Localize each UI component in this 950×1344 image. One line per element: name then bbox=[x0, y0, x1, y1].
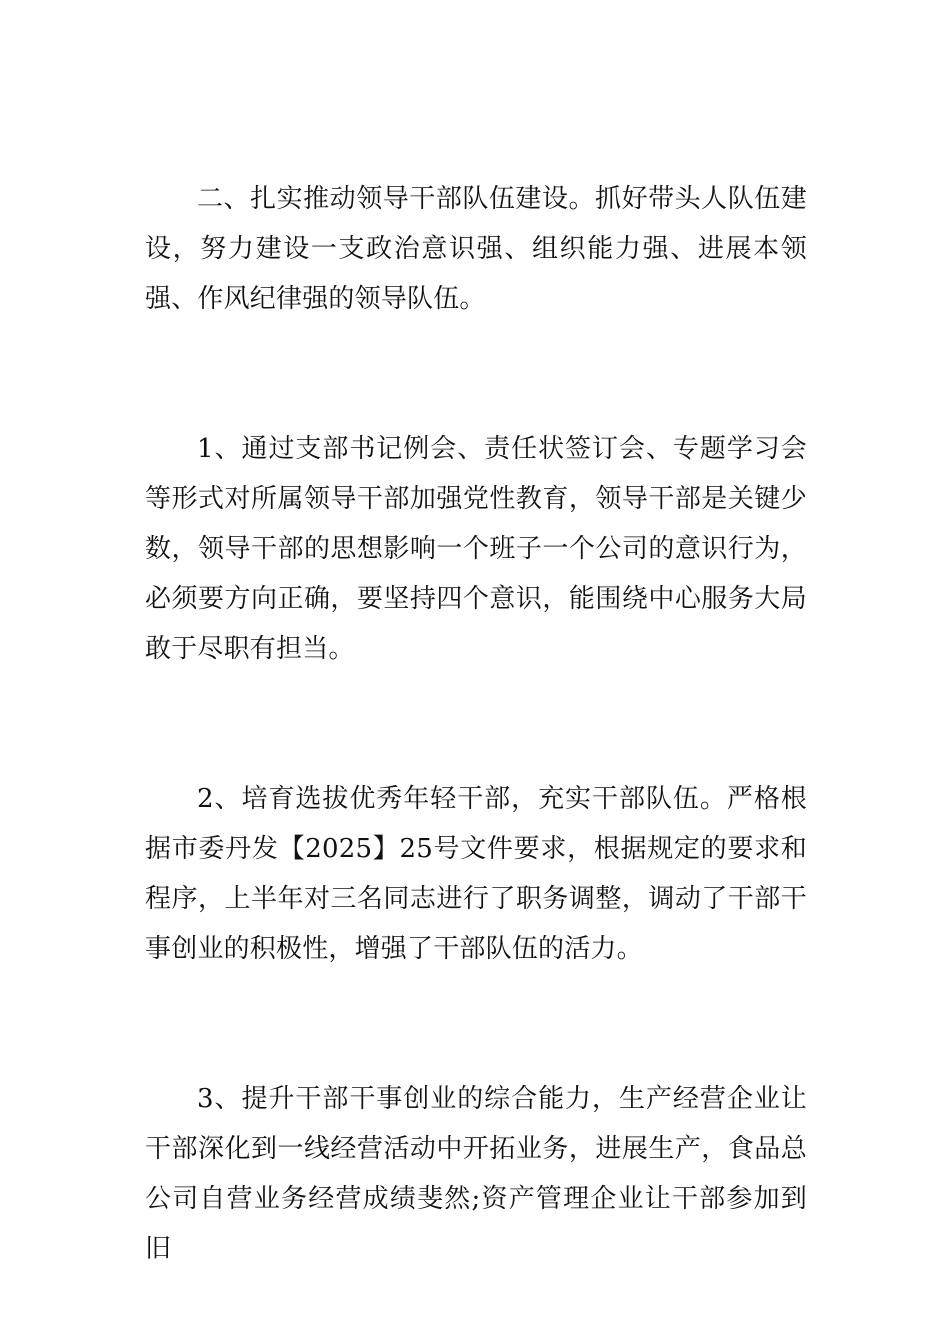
paragraph-item-3: 3、提升干部干事创业的综合能力，生产经营企业让干部深化到一线经营活动中开拓业务，进展生产，食品总公司自营业务经营成绩斐然;资产管理企业让干部参加到旧 bbox=[145, 1084, 807, 1264]
paragraph-item-2: 2、培育选拔优秀年轻干部，充实干部队伍。严格根据市委丹发【2025】25号文件要求，根据规定的要求和程序，上半年对三名同志进行了职务调整，调动了干部干事创业的积极性，增强了干部队伍的活力。 bbox=[145, 784, 807, 964]
paragraph-leadership-team: 二、扎实推动领导干部队伍建设。抓好带头人队伍建设，努力建设一支政治意识强、组织能力强、进展本领强、作风纪律强的领导队伍。 bbox=[145, 184, 807, 314]
paragraph-item-1: 1、通过支部书记例会、责任状签订会、专题学习会等形式对所属领导干部加强党性教育，领导干部是关键少数，领导干部的思想影响一个班子一个公司的意识行为，必须要方向正确，要坚持四个意识，能围绕中心服务大局敢于尽职有担当。 bbox=[145, 434, 807, 664]
